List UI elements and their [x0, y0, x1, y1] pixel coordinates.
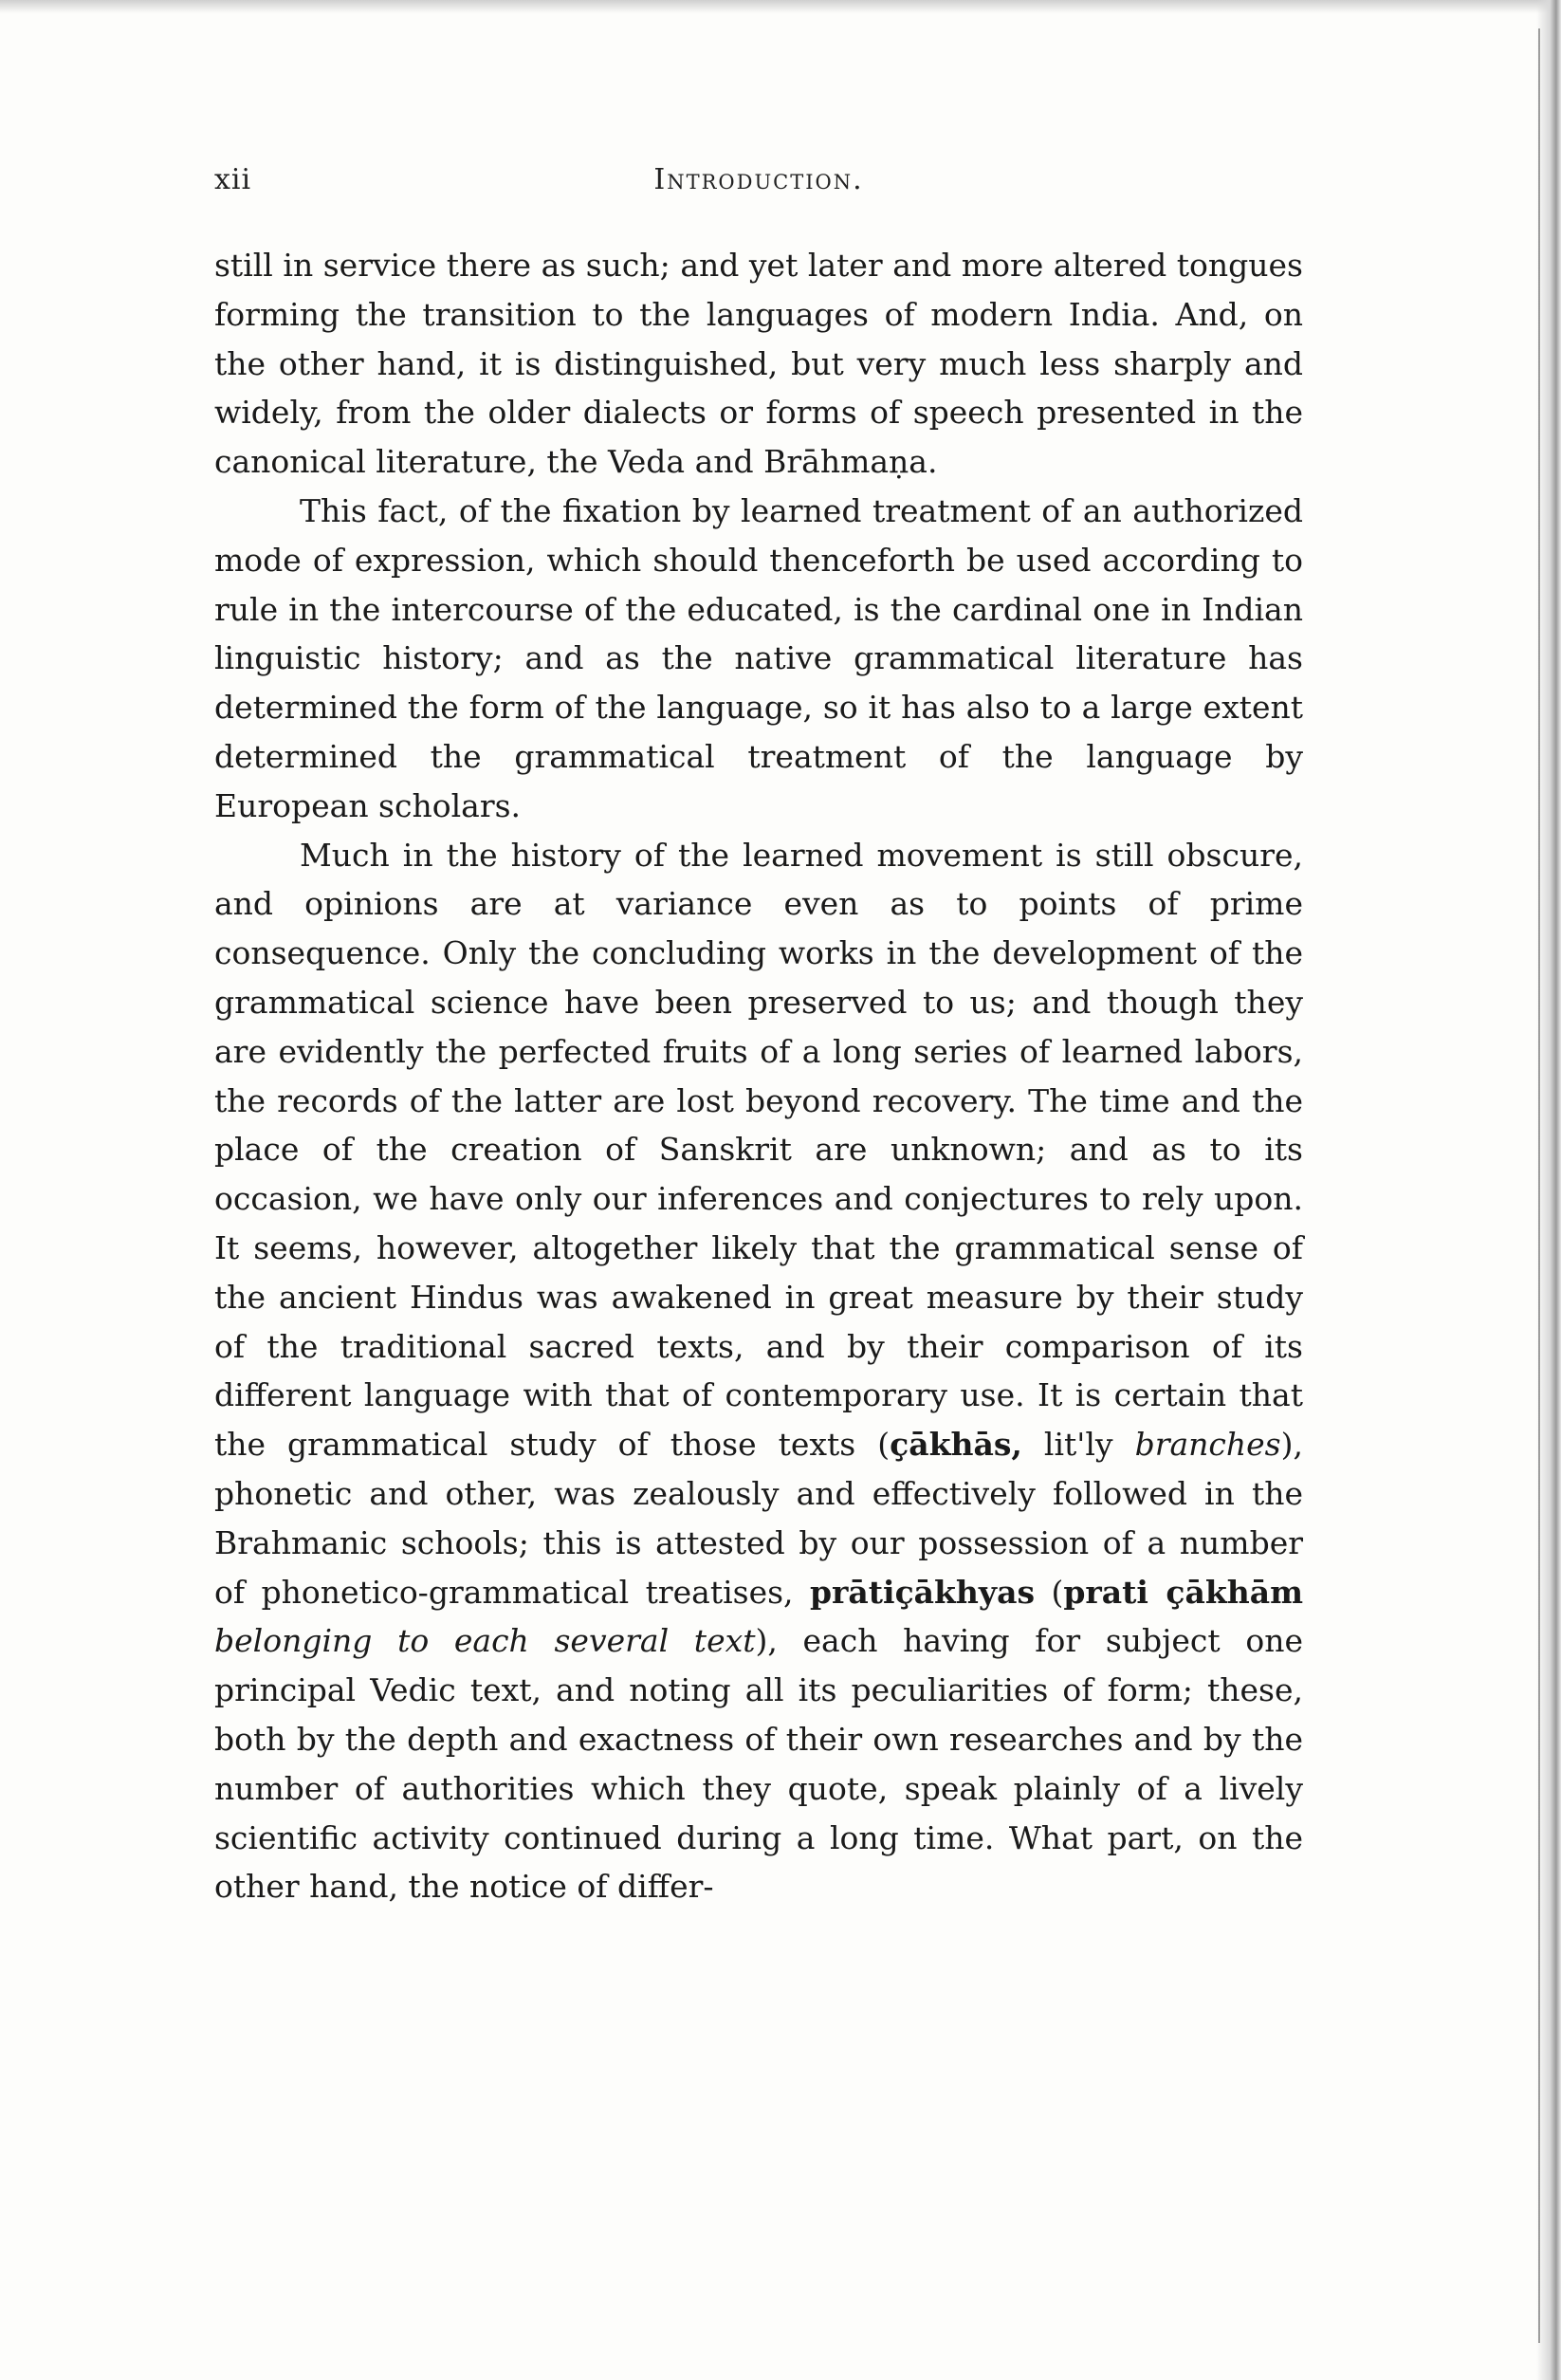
- paragraph-3-text-4: (: [1035, 1573, 1064, 1611]
- paragraph-3-text-6: ), each having for subject one principal Vedic text, and noting all its peculiarities of form; these, both by the depth and exactness of their own researches and by the number of authorities which they quote, speak plainly of a lively scientific activity continued during a long time. What part, on the other hand, the notice of differ-: [214, 1622, 1303, 1906]
- page-header: [214, 163, 1303, 211]
- paragraph-3-text-3: ), phonetic and other, was zealously and effectively followed in the Brahmanic schools; this is attested by our possession of a number of phonetico-grammatical treatises,: [214, 1426, 1303, 1611]
- paragraph-2: This fact, of the fixation by learned treatment of an authorized mode of expression, which should thenceforth be used according to rule in the intercourse of the educated, is the cardinal one in Indian linguistic history; and as the native grammatical literature has determined the form of the language, so it has also to a large extent determined the grammatical treatment of the language by European scholars.: [214, 491, 1303, 824]
- page-edge-line: [1538, 28, 1540, 2343]
- paragraph-3-text-1: Much in the history of the learned movement is still obscure, and opinions are at variance even as to points of prime consequence. Only the concluding works in the development of the grammatical science have been preserved to us; and though they are evidently the perfected fruits of a long series of learned labors, the records of the latter are lost beyond recovery. The time and the place of the creation of Sanskrit are unknown; and as to its occasion, we have only our inferences and conjectures to rely upon. It seems, however, altogether likely that the grammatical sense of the ancient Hindus was awakened in great measure by their study of the traditional sacred texts, and by their comparison of its different language with that of contemporary use. It is certain that the grammatical study of those texts (: [214, 836, 1303, 1464]
- sanskrit-term-praticakhyas: prātiçākhyas: [809, 1573, 1036, 1611]
- paragraph-3: [214, 831, 1303, 1912]
- gloss-branches: branches: [1134, 1426, 1281, 1464]
- page-number: xii: [214, 163, 252, 196]
- sanskrit-term-cakhas: çākhās,: [890, 1426, 1022, 1464]
- sanskrit-term-prati-cakham: prati çākhām: [1063, 1573, 1303, 1611]
- paragraph-1: still in service there as such; and yet later and more altered tongues forming the transition to the languages of modern India. And, on the other hand, it is distinguished, but very much less sharply and widely, from the older dialects or forms of speech presented in the canonical literature, the Veda and Brāhmaṇa.: [214, 247, 1303, 481]
- gloss-belonging-to-each-text: belonging to each several text: [214, 1622, 756, 1660]
- running-head: Introduction.: [653, 163, 864, 196]
- body-text: [214, 241, 1303, 1911]
- top-scan-shadow: [0, 0, 1561, 13]
- paragraph-3-text-2: lit'ly: [1021, 1426, 1135, 1464]
